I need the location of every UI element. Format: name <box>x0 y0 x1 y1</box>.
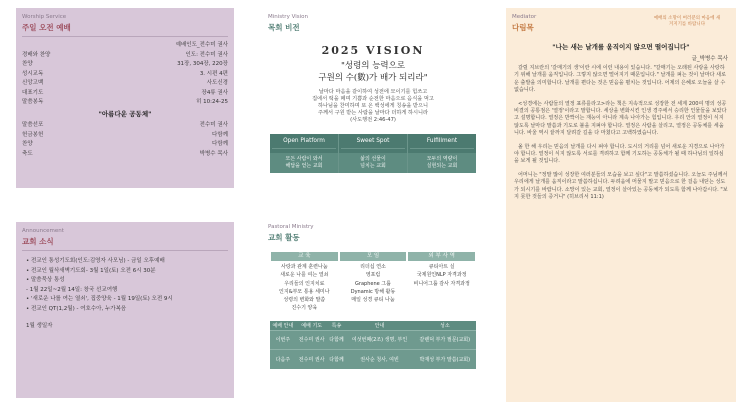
table-cell: 이번주 <box>270 331 296 350</box>
activity-item: 큐티아트 실 <box>428 264 455 270</box>
worship-row <box>16 60 234 70</box>
vision-grid-head: Sweet Spot <box>341 138 405 149</box>
vision-grid-desc-2: 해답을 얻는 교회 <box>285 163 323 169</box>
mediator-title: 다림목 <box>512 23 534 32</box>
activity-item: 우리들의 인지치료 <box>284 280 325 287</box>
vision-grid-desc-1: 삶의 선물이 <box>360 156 386 162</box>
announce-item: • 전교인 통성기도회(인도:김영자 사모님) - 금일 오후예배 <box>26 258 165 264</box>
vision-grid-desc-2: 넘치는 교회 <box>360 163 386 169</box>
worship-row <box>16 121 234 131</box>
mediator-paragraph: 올 한 해 우리는 믿음의 날개를 다시 펴야 합니다. 도시의 거리를 넘어 새로운 지경으로 나아가야 합니다. 열정이 식지 않도록 서로를 격려하고 함께 기도하는 공동체가 될 때 하나님의 일하심을 보게 될 것입니다. <box>514 143 725 165</box>
mediator-paragraph: 갈릴 지브란의 '갈매기의 생'이란 시에 이런 내용이 있습니다. "갈매기는 오래된 사랑을 사랑하기 위해 날개를 움직입니다. 그렇지 않으면 떨어지기 때문입니다." 날개를 펴는 것이 날마다 새로운 출발을 의미합니다. 날개를 편다는 것은 믿음을 펼치는 것입니다. 어제의 은혜로 오늘을 살 수 없습니다. <box>514 65 726 94</box>
vision-line: 주께서 구원 받는 사람을 날마다 더하게 하시니라 <box>317 110 429 116</box>
worship-row-value: 다함께 <box>212 141 228 147</box>
divider <box>22 36 228 37</box>
announce-item: - 1월 22일~2월 14일: 창국 선교여행 <box>26 286 118 293</box>
activity-item: 영포럼 <box>365 272 381 279</box>
vision-grid-head: Open Platform <box>272 138 336 149</box>
activity-item: 국제원인NLP 자격과정 <box>416 272 467 279</box>
vision-grid-desc-2: 실현되는 교회 <box>426 163 458 169</box>
table-header: 성소 <box>414 321 476 331</box>
worship-tag: Worship Service <box>22 14 67 20</box>
worship-row-value: 장4류 권사 <box>201 89 228 96</box>
vision-grid-desc-1: 모두의 역량이 <box>426 156 458 162</box>
announce-item: • 전교인 QT(1,2월) - 여호수아, 누가복음 <box>26 305 127 312</box>
worship-row-value: 전수미 권사 <box>199 122 228 128</box>
worship-title: 주일 오전 예배 <box>22 23 71 32</box>
activity-item: 새로운 나를 여는 열쇠 <box>280 272 329 279</box>
worship-row-label: 성시교독 <box>22 70 44 77</box>
activity-tag: Pastoral Ministry <box>268 224 314 230</box>
vision-line: 날마다 마음을 같이하여 성전에 모이기를 힘쓰고 <box>318 89 428 95</box>
activity-panel <box>262 218 484 398</box>
table-header: 예배 안내 <box>270 321 296 331</box>
vision-panel <box>262 8 484 198</box>
worship-row-label: 찬양 <box>22 141 33 147</box>
activity-item: 사랑과 관계 훈련나눔 <box>281 264 328 270</box>
table-row <box>270 331 476 350</box>
table-cell: 다음주 <box>270 350 296 369</box>
vision-body <box>262 89 484 124</box>
vision-grid-col <box>339 134 408 173</box>
table-header: 안내 <box>345 321 413 331</box>
vision-grid <box>270 134 476 173</box>
vision-sub-1: "성령의 능력으로 <box>340 61 406 71</box>
vision-title: 목회 비전 <box>268 23 300 32</box>
worship-row <box>16 70 234 80</box>
activity-item: 매일 성경 큐티 나눔 <box>351 297 395 304</box>
mediator-paragraph: <성경에는 사람들의 열정 표류를라고>라는 책은 지속적으로 성장한 전 세계 200여 명의 성공 비결의 공통점은 '열정'이라고 말합니다. 세상을 변화시킨 인생 경주에서 승리한 인물들을 보았다고 설명합니다. 열정은 반짝이는 재능이 아니라 계속 나아가는 힘입니다. 우리 안의 열정이 식지 않도록 날마다 말씀과 기도로 불을 지펴야 합니다. 열정은 사람을 살리고, 열정은 공동체를 세웁니다. 바울 역시 끝까지 달려갈 길을 다 마쳤다고 고백하였습니다. <box>514 100 727 137</box>
vision-tag: Ministry Vision <box>268 14 308 20</box>
table-cell: 전수미 권사 <box>296 350 328 369</box>
worship-row-label: 찬양 <box>22 61 33 67</box>
vision-line: (사도행전 2:46-47) <box>350 117 396 123</box>
birthday-label: 1월 생일자 <box>26 323 53 329</box>
table-cell: 다함께 <box>328 331 346 350</box>
announce-item: • 전교인 월삭새벽기도회- 3월 1일(토) 오전 6시 30분 <box>26 267 156 274</box>
worship-row-label: 경배와 찬양 <box>22 51 51 58</box>
worship-leader <box>16 41 234 51</box>
vision-grid-col <box>270 134 339 173</box>
activity-item: Graphene 그룹 <box>355 280 391 287</box>
worship-row <box>16 89 234 99</box>
table-header: 특송 <box>328 321 346 331</box>
vision-grid-desc-1: 모든 사람이 와서 <box>285 156 323 162</box>
activity-item: Dynamic 방해 활동 <box>350 288 396 295</box>
announce-title: 교회 소식 <box>22 237 54 246</box>
announcement-panel <box>16 222 234 398</box>
worship-row <box>16 98 234 108</box>
worship-row <box>16 131 234 141</box>
worship-row <box>16 51 234 61</box>
mediator-tag: Mediator <box>512 14 537 20</box>
activity-header: 외 부 사 역 <box>408 252 475 261</box>
mediator-author: 글_박병수 목사 <box>691 56 728 62</box>
worship-row-value: 사도신경 <box>206 80 228 86</box>
worship-row-label: 헌금봉헌 <box>22 131 44 138</box>
table-cell: 권사순 청사, 여빈 <box>345 350 413 369</box>
activity-headers <box>270 252 476 261</box>
announce-tag: Announcement <box>22 228 64 234</box>
worship-row-label: 축도 <box>22 150 33 157</box>
mediator-quote: "나는 새는 날개를 움직이지 않으면 떨어집니다" <box>552 43 690 51</box>
worship-row-label: 말씀봉독 <box>22 99 44 105</box>
activity-column <box>271 263 338 313</box>
activity-title: 교회 활동 <box>268 233 300 242</box>
activity-item: 비니어그룹 감사 자격과정 <box>413 280 470 287</box>
activity-item: 성령의 변화와 말씀 <box>283 297 326 304</box>
activity-item: 진수기 양육 <box>291 305 318 312</box>
vision-heading: 2025 VISION <box>321 44 425 57</box>
worship-leader-text: 예배인도_전수미 권사 <box>175 42 228 48</box>
worship-row <box>16 79 234 89</box>
activity-column <box>408 263 475 313</box>
worship-row-value: 다함께 <box>212 131 228 138</box>
activity-item: 리더십 연소 <box>360 264 386 270</box>
service-table <box>270 321 476 369</box>
announce-item: • 말씀묵상 통성 <box>26 277 65 283</box>
vision-line: 집에서 떡을 떼며 기쁨과 순전한 마음으로 음식을 먹고 <box>312 96 434 102</box>
worship-row-label: 신앙고백 <box>22 80 44 86</box>
mediator-body <box>506 65 736 202</box>
activity-column <box>340 263 407 313</box>
vision-grid-col <box>408 134 476 173</box>
vision-grid-head: Fulfillment <box>410 138 474 149</box>
mediator-paragraph: 어머니는 "정말 많이 성장한 여러분들의 모습을 보고 싶다"고 말씀하셨습니다. 오늘도 주님께서 우리에게 날개를 움직이라고 말씀하십니다. 두려움에 머물지 말고 믿음으로 한 걸음 내딛는 성도가 되시기를 바랍니다. 소망이 있는 교회, 열정이 살아있는 공동체가 되도록 함께 나아갑시다. "보지 못한 것들의 증거니" (히브리서 11:1) <box>514 171 728 201</box>
table-cell: 전수미 권사 <box>296 331 328 350</box>
table-cell: 다함께 <box>328 350 346 369</box>
worship-row-value: 히 10:24-25 <box>196 99 228 105</box>
table-cell: 박재성 부가 말씀(교회) <box>414 350 476 369</box>
activity-header: 모 임 <box>340 252 407 261</box>
worship-panel <box>16 8 234 188</box>
worship-row <box>16 140 234 150</box>
activity-item: 인지&부모 통용 세미나 <box>279 288 330 295</box>
activity-header: 교 육 <box>271 252 338 261</box>
worship-row-value: 31장, 304장, 220장 <box>177 61 228 67</box>
vision-grid-desc <box>408 153 476 173</box>
vision-line: 하나님을 찬미하며 또 온 백성에게 칭송을 받으니 <box>317 103 429 109</box>
mediator-panel <box>506 8 736 402</box>
worship-row-label: 말씀선포 <box>22 122 44 128</box>
table-cell: 갈렌덕 부가 필문(교회) <box>414 331 476 350</box>
sermon-title: "아름다운 공동체" <box>98 109 152 118</box>
activity-columns <box>270 263 476 313</box>
worship-row-value: 3. 시편 4편 <box>199 70 228 77</box>
worship-row <box>16 150 234 160</box>
mediator-note: 예배의 소망이 여러분의 마음에 새겨지기를 바랍니다 <box>653 16 721 27</box>
announce-item: • '새로운 나를 여는 열쇠', 집중양육 - 1월 19일(토) 오전 9시 <box>26 296 173 302</box>
vision-grid-desc <box>270 153 338 173</box>
table-row <box>270 350 476 369</box>
announce-list <box>16 251 234 320</box>
worship-row-value: 인도: 전수미 권사 <box>185 51 228 58</box>
vision-sub-2: 구원의 수(數)가 배가 되리라" <box>318 73 428 83</box>
worship-row-label: 대표기도 <box>22 89 44 96</box>
vision-grid-desc <box>339 153 407 173</box>
table-header: 예배 기도 <box>296 321 328 331</box>
worship-row-value: 박병수 목사 <box>199 150 228 157</box>
table-cell: 여섯번째(2조) 생명, 부인 <box>345 331 413 350</box>
